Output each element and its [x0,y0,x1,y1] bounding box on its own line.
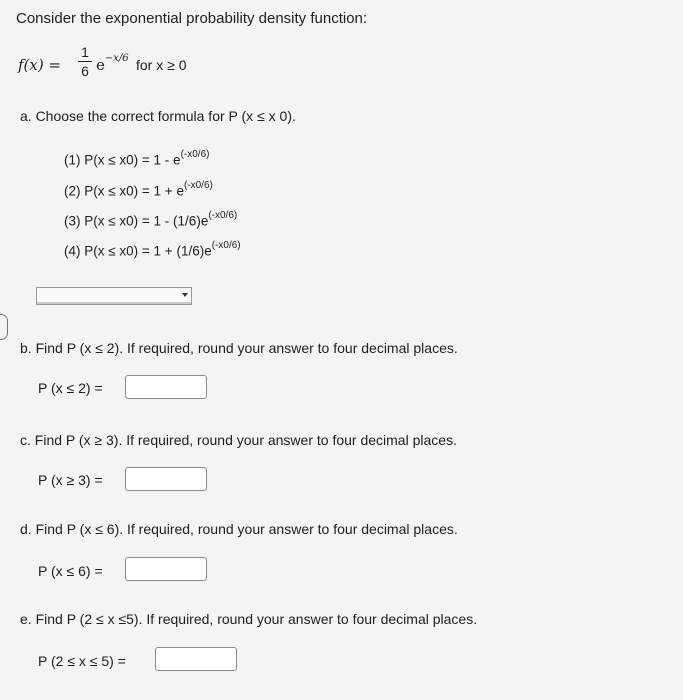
scroll-edge-indicator [0,314,8,340]
part-d-question: d. Find P (x ≤ 6). If required, round your answer to four decimal places. [20,521,458,537]
formula-lhs: f(x) = [18,56,62,74]
part-c-question: c. Find P (x ≥ 3). If required, round your answer to four decimal places. [20,432,457,448]
part-c-answer-input[interactable] [125,467,207,491]
option-2 [64,182,213,199]
option-2-exponent: (-x0/6) [183,180,213,191]
part-a-question: a. Choose the correct formula for P (x ≤ x 0). [20,108,296,124]
part-d-answer-input[interactable] [125,557,207,581]
part-b-question: b. Find P (x ≤ 2). If required, round your answer to four decimal places. [20,340,458,356]
option-4 [64,242,241,259]
formula-select-dropdown[interactable] [36,287,192,305]
fraction-denominator: 6 [81,63,89,79]
option-3-exponent: (-x0/6) [208,210,238,221]
option-2-text: (2) P(x ≤ x0) = 1 + e [64,183,184,199]
part-e-question: e. Find P (2 ≤ x ≤5). If required, round your answer to four decimal places. [20,611,478,627]
part-d-label: P (x ≤ 6) = [38,563,103,579]
option-4-exponent: (-x0/6) [211,240,241,251]
exponential-base: e [96,56,105,74]
exponential-power: −x/6 [104,53,129,64]
part-c-label: P (x ≥ 3) = [38,472,103,488]
formula-condition: for x ≥ 0 [136,57,187,73]
option-3-text: (3) P(x ≤ x0) = 1 - (1/6)e [64,213,209,229]
fraction-bar [78,61,92,62]
part-e-answer-input[interactable] [155,647,237,671]
formula-exponential [96,53,129,74]
fraction-numerator: 1 [81,44,89,60]
part-b-label: P (x ≤ 2) = [38,380,103,396]
option-1 [64,151,209,168]
formula-fraction [78,44,92,79]
intro-text: Consider the exponential probability density function: [16,10,368,27]
part-e-label: P (2 ≤ x ≤ 5) = [38,653,126,669]
option-4-text: (4) P(x ≤ x0) = 1 + (1/6)e [64,243,212,259]
option-1-exponent: (-x0/6) [180,149,210,160]
part-b-answer-input[interactable] [125,375,207,399]
option-3 [64,212,237,229]
chevron-down-icon[interactable] [182,293,188,297]
option-1-text: (1) P(x ≤ x0) = 1 - e [64,152,181,168]
